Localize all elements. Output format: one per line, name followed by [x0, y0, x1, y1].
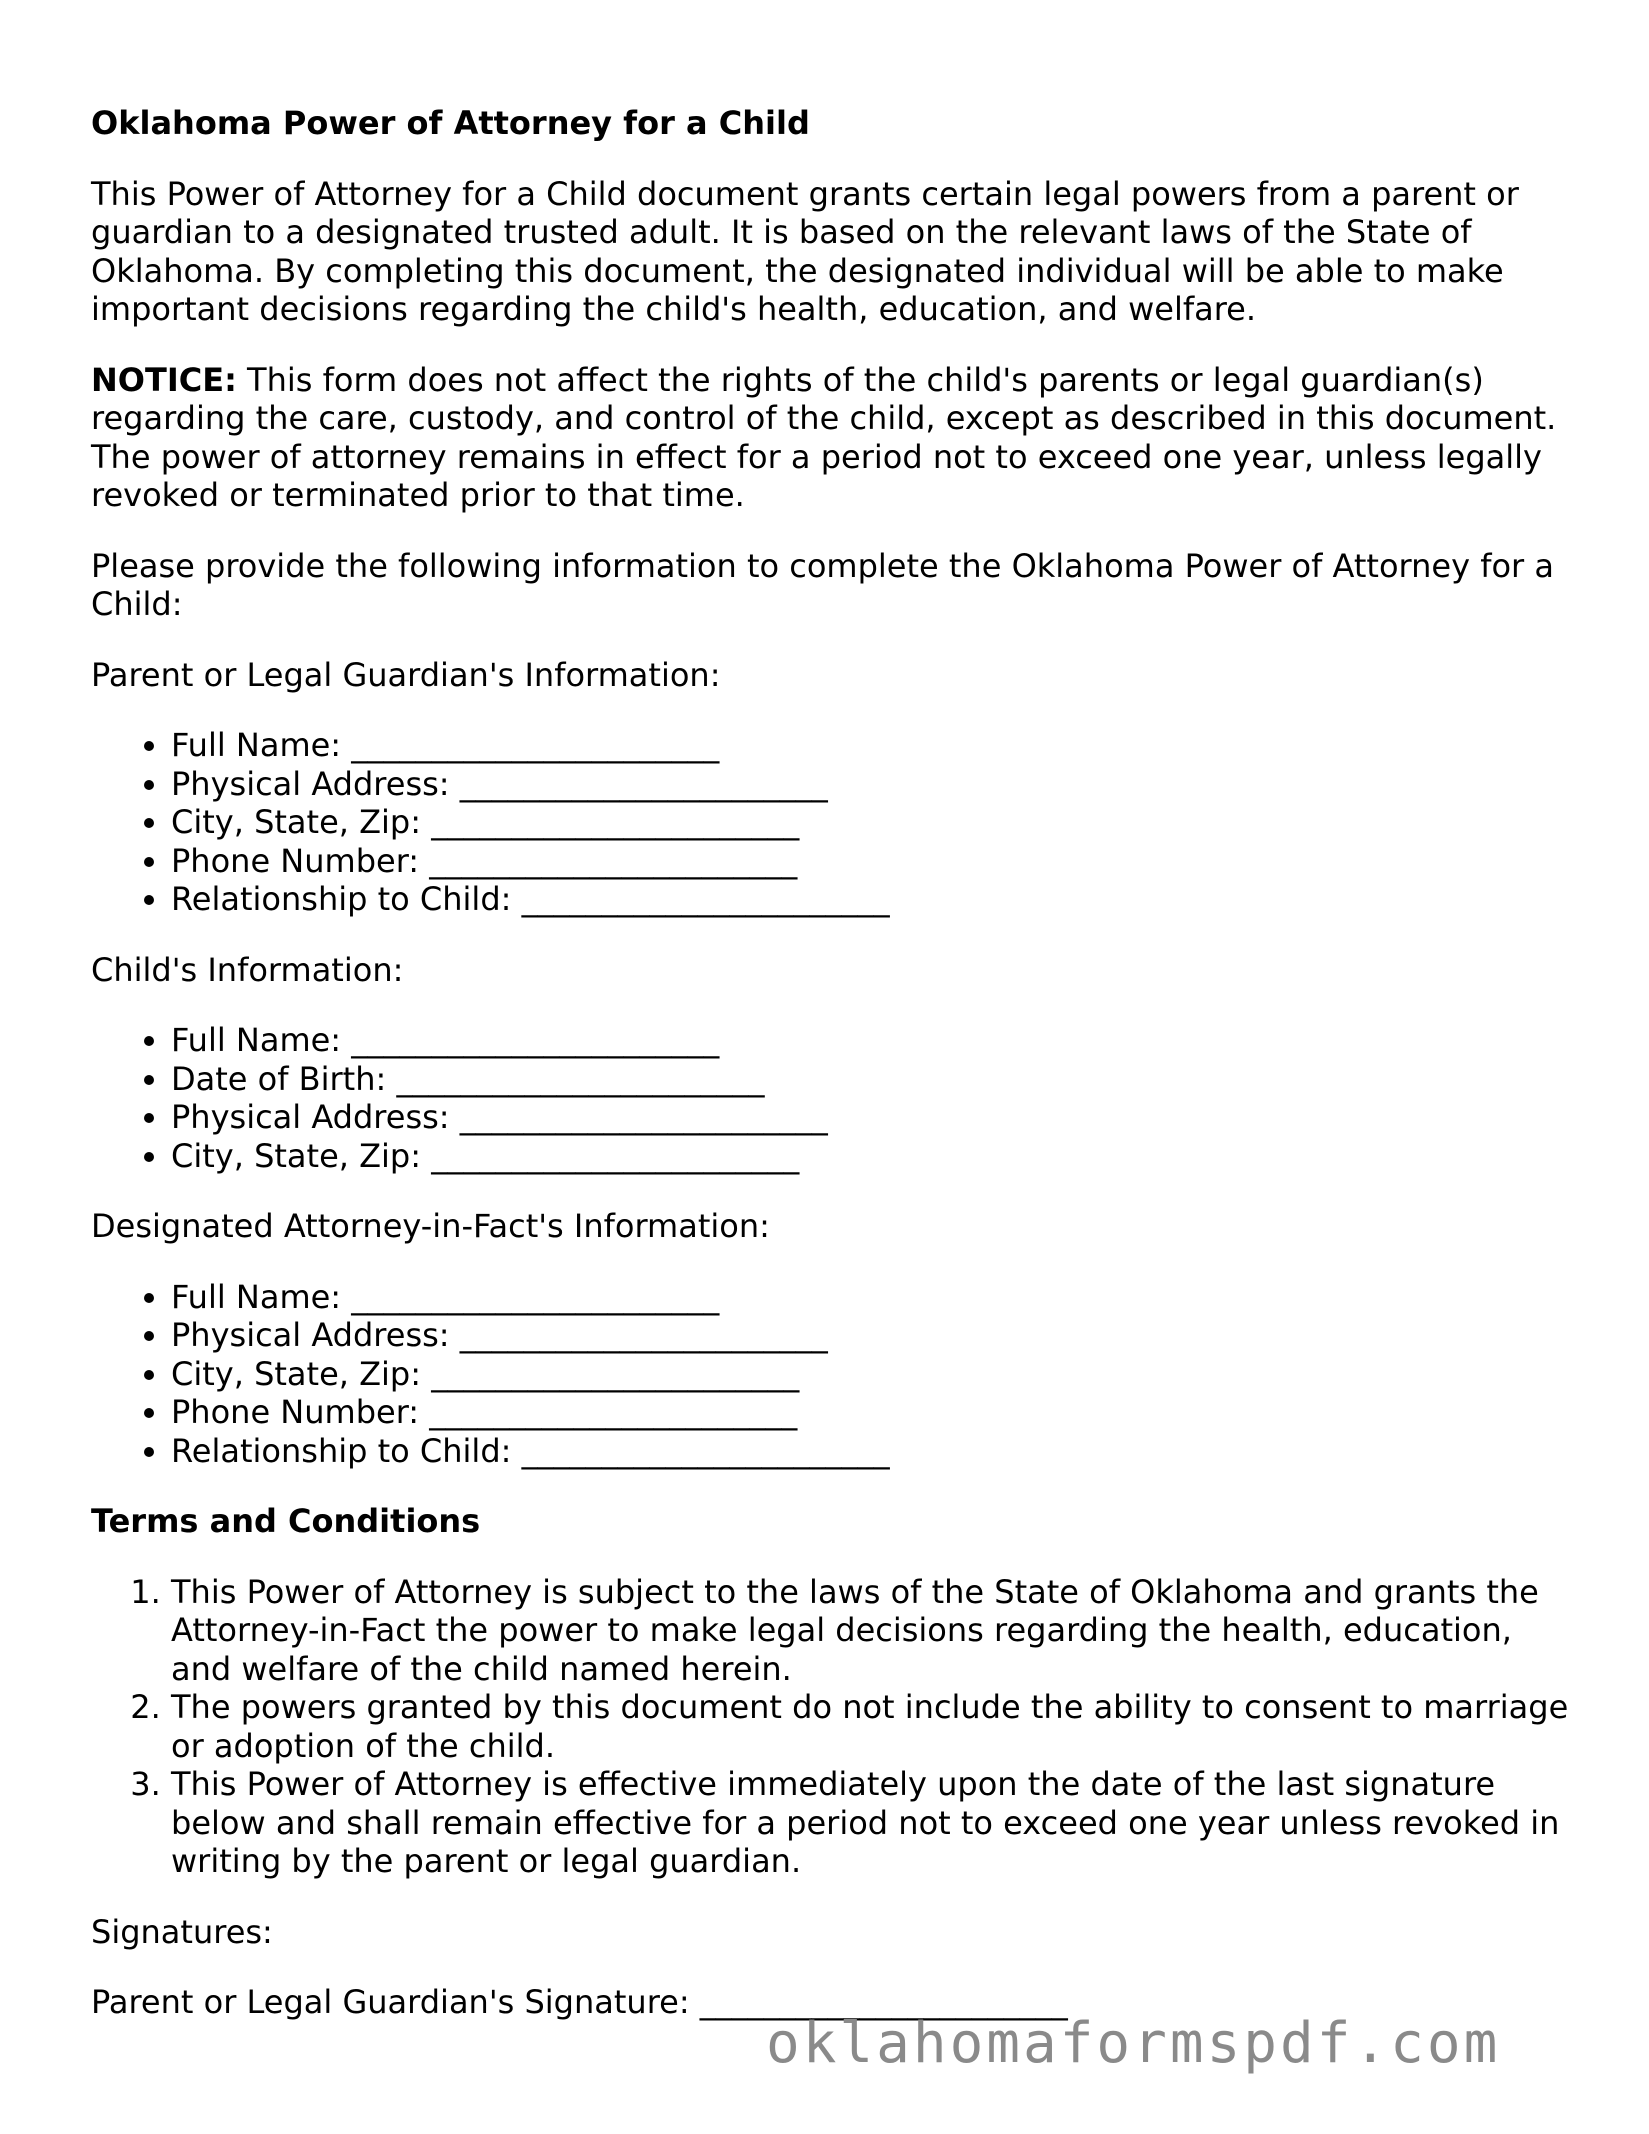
- site-watermark: oklahomaformspdf.com: [766, 2011, 1501, 2076]
- terms-item: 2. The powers granted by this document do not include the ability to consent to marriage or adoption of the child.: [171, 1688, 1571, 1765]
- attorney-fields-list: [91, 1278, 1571, 1471]
- attorney-city-state-zip-field: • City, State, Zip: _______________________: [171, 1355, 1571, 1394]
- parent-fields-list: [91, 726, 1571, 919]
- terms-item: 1. This Power of Attorney is subject to the laws of the State of Oklahoma and grants the Attorney-in-Fact the power to make legal decisions regarding the health, education, and welfare of the child named herein.: [171, 1573, 1571, 1689]
- child-address-field: • Physical Address: _______________________: [171, 1098, 1571, 1137]
- child-section-heading: Child's Information:: [91, 950, 404, 989]
- child-full-name-field: • Full Name: _______________________: [171, 1021, 1571, 1060]
- parent-section-heading: Parent or Legal Guardian's Information:: [91, 655, 721, 694]
- attorney-phone-field: • Phone Number: _______________________: [171, 1393, 1571, 1432]
- parent-full-name-field: • Full Name: _______________________: [171, 726, 1571, 765]
- terms-list: [91, 1573, 1571, 1881]
- child-dob-field: • Date of Birth: _______________________: [171, 1060, 1571, 1099]
- signatures-heading: Signatures:: [91, 1912, 273, 1951]
- attorney-full-name-field: • Full Name: _______________________: [171, 1278, 1571, 1317]
- intro-paragraph: This Power of Attorney for a Child document grants certain legal powers from a parent or guardian to a designated trusted adult. It is based on the relevant laws of the State of Oklahoma. By completing this document, the designated individual will be able to make important decisions regarding the child's health, education, and welfare.: [91, 174, 1519, 328]
- parent-relationship-field: • Relationship to Child: _______________________: [171, 880, 1571, 919]
- parent-phone-field: • Phone Number: _______________________: [171, 842, 1571, 881]
- parent-signature-line: Parent or Legal Guardian's Signature: _______________________: [91, 1983, 1068, 2021]
- child-city-state-zip-field: • City, State, Zip: _______________________: [171, 1137, 1571, 1176]
- parent-address-field: • Physical Address: _______________________: [171, 765, 1571, 804]
- notice-paragraph: [91, 361, 1571, 515]
- parent-city-state-zip-field: • City, State, Zip: _______________________: [171, 803, 1571, 842]
- child-fields-list: [91, 1021, 1571, 1175]
- attorney-section-heading: Designated Attorney-in-Fact's Information:: [91, 1207, 770, 1245]
- document-page: [91, 104, 1571, 2054]
- instructions-paragraph: Please provide the following information to complete the Oklahoma Power of Attorney for a Child:: [91, 546, 1554, 623]
- notice-label: NOTICE:: [91, 360, 237, 399]
- notice-text: This form does not affect the rights of the child's parents or legal guardian(s) regarding the care, custody, and control of the child, except as described in this document. The power of attorney remains in effect for a period not to exceed one year, unless legally revoked or terminated prior to that time.: [91, 360, 1557, 514]
- attorney-relationship-field: • Relationship to Child: _______________________: [171, 1432, 1571, 1471]
- terms-item: 3. This Power of Attorney is effective immediately upon the date of the last signature below and shall remain effective for a period not to exceed one year unless revoked in writing by the parent or legal guardian.: [171, 1765, 1571, 1881]
- terms-heading: Terms and Conditions: [91, 1502, 481, 1540]
- document-title: Oklahoma Power of Attorney for a Child: [91, 104, 810, 142]
- attorney-address-field: • Physical Address: _______________________: [171, 1316, 1571, 1355]
